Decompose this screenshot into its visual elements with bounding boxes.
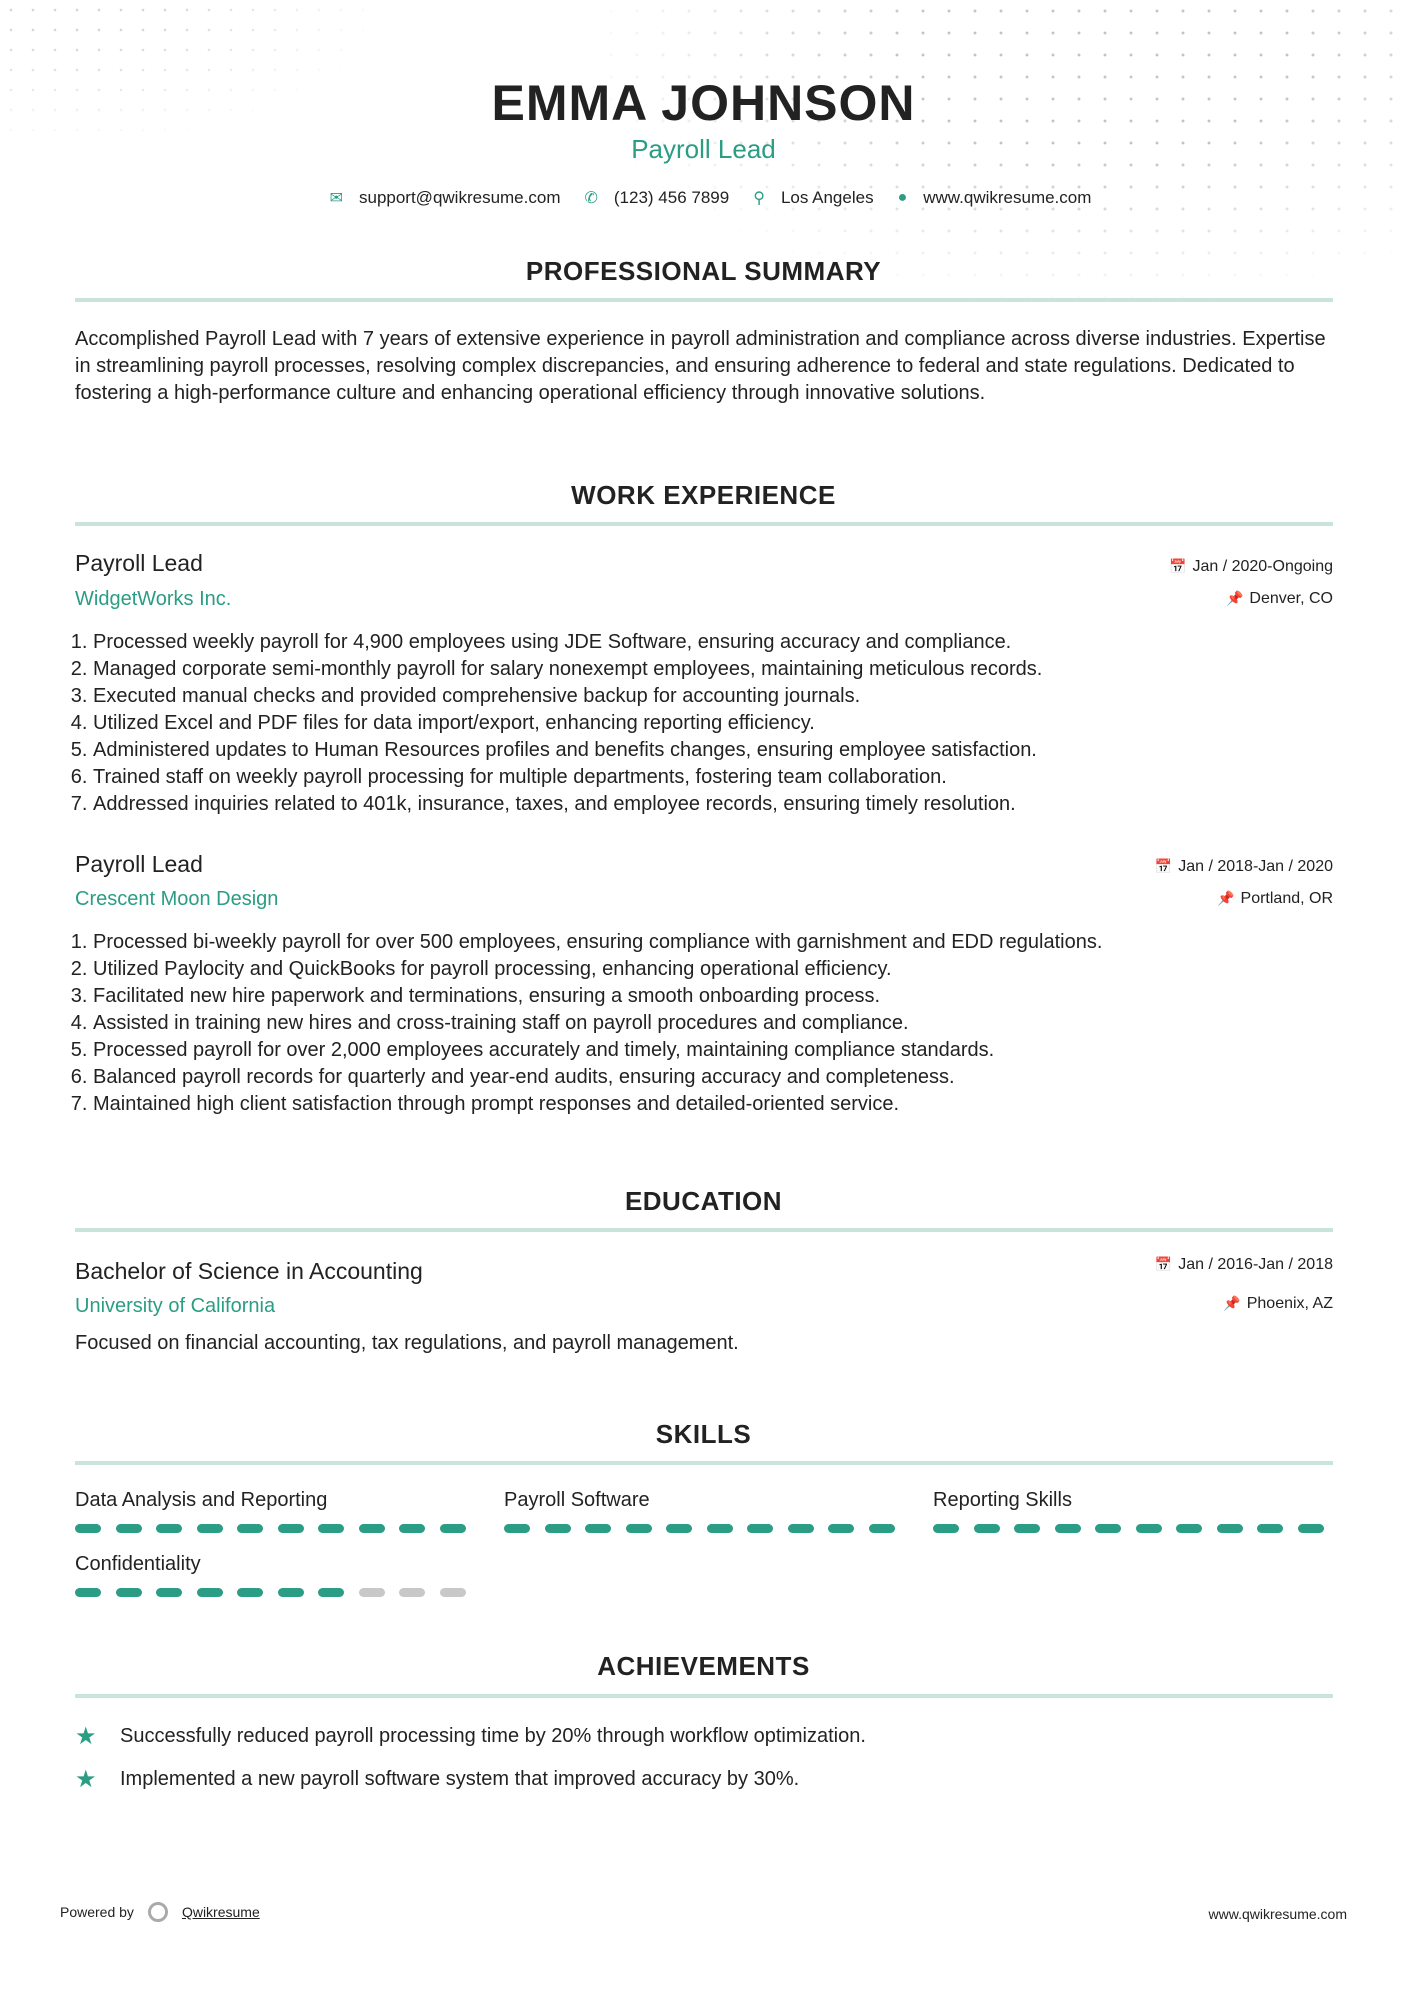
skill-item — [75, 1489, 475, 1533]
bullet: 2. Managed corporate semi-monthly payroll for salary nonexempt employees, maintaining meticulous records. — [93, 656, 1351, 683]
bullet: 3. Executed manual checks and provided comprehensive backup for accounting journals. — [93, 683, 1351, 710]
skill-dash-filled — [828, 1524, 854, 1533]
education-description: Focused on financial accounting, tax regulations, and payroll management. — [75, 1332, 739, 1354]
skill-name: Data Analysis and Reporting — [75, 1489, 328, 1511]
pin-icon: 📌 — [1223, 1295, 1241, 1311]
education-location — [1223, 1295, 1333, 1313]
achievement-text: Implemented a new payroll software system that improved accuracy by 30%. — [120, 1768, 800, 1790]
dates-text: Jan / 2016-Jan / 2018 — [1178, 1256, 1333, 1273]
globe-icon: ● — [897, 189, 908, 206]
skill-dash-filled — [197, 1588, 223, 1597]
achievement-item — [75, 1722, 866, 1751]
qwikresume-logo-icon — [148, 1902, 168, 1922]
skill-item — [75, 1553, 475, 1597]
skill-dash-filled — [1257, 1524, 1283, 1533]
calendar-icon: 📅 — [1154, 1256, 1173, 1272]
job-bullets — [75, 629, 1351, 818]
pin-icon: 📌 — [1217, 890, 1235, 906]
skill-dash-empty — [440, 1588, 466, 1597]
skill-dash-filled — [318, 1588, 344, 1597]
skill-dash-filled — [440, 1524, 466, 1533]
bullet: 4. Utilized Excel and PDF files for data import/export, enhancing reporting efficiency. — [93, 710, 1351, 737]
skill-dash-filled — [156, 1588, 182, 1597]
skill-dash-filled — [869, 1524, 895, 1533]
skill-dash-filled — [788, 1524, 814, 1533]
divider — [75, 298, 1333, 302]
footer-powered — [60, 1902, 260, 1922]
candidate-name: EMMA JOHNSON — [491, 75, 916, 131]
skill-item — [504, 1489, 904, 1533]
location-text: Phoenix, AZ — [1246, 1295, 1333, 1312]
skill-dash-filled — [278, 1588, 304, 1597]
dates-text: Jan / 2018-Jan / 2020 — [1178, 858, 1333, 875]
dates-text: Jan / 2020-Ongoing — [1192, 558, 1333, 575]
bullet: 5. Administered updates to Human Resources profiles and benefits changes, ensuring employee satisfaction. — [93, 737, 1351, 764]
skill-level-bar — [75, 1588, 475, 1597]
phone: (123) 456 7899 — [613, 188, 730, 207]
skill-dash-filled — [359, 1524, 385, 1533]
powered-by-label: Powered by — [60, 1904, 134, 1920]
phone-icon: ✆ — [584, 190, 598, 207]
degree: Bachelor of Science in Accounting — [75, 1258, 423, 1284]
skill-dash-filled — [1095, 1524, 1121, 1533]
summary-text: Accomplished Payroll Lead with 7 years of extensive experience in payroll administration and compliance across diverse industries. Expertise in streamlining payroll processes, resolving complex discrepancies, and ensuring adherence to federal and state regulations. Dedicated to fostering a high-performance culture and enhancing operational efficiency through innovative solutions. — [75, 328, 1326, 404]
skill-dash-filled — [1217, 1524, 1243, 1533]
section-heading-achievements: ACHIEVEMENTS — [597, 1651, 810, 1681]
skill-dash-filled — [1136, 1524, 1162, 1533]
skill-dash-filled — [197, 1524, 223, 1533]
skill-dash-filled — [75, 1524, 101, 1533]
skill-dash-filled — [545, 1524, 571, 1533]
bullet: 3. Facilitated new hire paperwork and terminations, ensuring a smooth onboarding process. — [93, 983, 1351, 1010]
job-title: Payroll Lead — [75, 851, 203, 877]
location-text: Denver, CO — [1249, 590, 1333, 607]
skill-name: Reporting Skills — [933, 1489, 1072, 1511]
section-heading-summary: PROFESSIONAL SUMMARY — [525, 256, 882, 286]
brand-link[interactable]: Qwikresume — [181, 1904, 260, 1920]
website[interactable]: www.qwikresume.com — [923, 188, 1092, 207]
section-heading-experience: WORK EXPERIENCE — [571, 480, 836, 510]
skill-dash-filled — [747, 1524, 773, 1533]
skill-dash-empty — [399, 1588, 425, 1597]
bullet: 4. Assisted in training new hires and cross-training staff on payroll procedures and compliance. — [93, 1010, 1351, 1037]
job-location — [1226, 590, 1333, 608]
divider — [75, 522, 1333, 526]
skill-dash-filled — [75, 1588, 101, 1597]
divider — [75, 1694, 1333, 1698]
achievement-text: Successfully reduced payroll processing time by 20% through workflow optimization. — [120, 1725, 866, 1747]
bullet: 6. Trained staff on weekly payroll processing for multiple departments, fostering team collaboration. — [93, 764, 1351, 791]
school: University of California — [75, 1295, 276, 1317]
star-icon: ★ — [75, 1766, 97, 1793]
skill-dash-filled — [974, 1524, 1000, 1533]
skill-dash-filled — [585, 1524, 611, 1533]
achievement-item — [75, 1765, 799, 1794]
skill-dash-filled — [156, 1524, 182, 1533]
bullet: 1. Processed weekly payroll for 4,900 employees using JDE Software, ensuring accuracy and compliance. — [93, 629, 1351, 656]
email[interactable]: support@qwikresume.com — [358, 188, 561, 207]
education-dates — [1155, 1256, 1333, 1274]
job-bullets — [75, 929, 1351, 1118]
star-icon: ★ — [75, 1723, 97, 1750]
location-icon: ⚲ — [753, 190, 765, 207]
skill-level-bar — [504, 1524, 904, 1533]
bullet: 6. Balanced payroll records for quarterly and year-end audits, ensuring accuracy and completeness. — [93, 1064, 1351, 1091]
skill-dash-filled — [116, 1524, 142, 1533]
skill-dash-filled — [1176, 1524, 1202, 1533]
job-dates — [1169, 558, 1333, 576]
skill-dash-filled — [933, 1524, 959, 1533]
job-title: Payroll Lead — [631, 134, 776, 164]
skill-dash-filled — [707, 1524, 733, 1533]
skill-level-bar — [75, 1524, 475, 1533]
bullet: 1. Processed bi-weekly payroll for over 500 employees, ensuring compliance with garnishment and EDD regulations. — [93, 929, 1351, 956]
bullet: 7. Maintained high client satisfaction through prompt responses and detailed-oriented service. — [93, 1091, 1351, 1118]
bullet: 2. Utilized Paylocity and QuickBooks for payroll processing, enhancing operational efficiency. — [93, 956, 1351, 983]
company-name: WidgetWorks Inc. — [75, 588, 232, 610]
skill-dash-empty — [359, 1588, 385, 1597]
skill-dash-filled — [666, 1524, 692, 1533]
job-title: Payroll Lead — [75, 550, 203, 576]
skill-dash-filled — [278, 1524, 304, 1533]
job-location — [1217, 890, 1333, 908]
location: Los Angeles — [780, 188, 874, 207]
skill-dash-filled — [1014, 1524, 1040, 1533]
bullet: 7. Addressed inquiries related to 401k, insurance, taxes, and employee records, ensuring timely resolution. — [93, 791, 1351, 818]
divider — [75, 1228, 1333, 1232]
job-dates — [1155, 858, 1333, 876]
location-text: Portland, OR — [1240, 890, 1333, 907]
skill-name: Payroll Software — [504, 1489, 650, 1511]
email-icon: ✉ — [329, 190, 343, 207]
footer-website[interactable]: www.qwikresume.com — [1208, 1906, 1347, 1922]
calendar-icon: 📅 — [1154, 858, 1173, 874]
calendar-icon: 📅 — [1169, 558, 1187, 574]
skill-dash-filled — [237, 1524, 263, 1533]
skill-dash-filled — [318, 1524, 344, 1533]
skill-item — [933, 1489, 1333, 1533]
skill-dash-filled — [116, 1588, 142, 1597]
contact-bar — [0, 188, 1407, 208]
skill-dash-filled — [237, 1588, 263, 1597]
skill-dash-filled — [399, 1524, 425, 1533]
skill-dash-filled — [1298, 1524, 1324, 1533]
divider — [75, 1461, 1333, 1465]
skill-dash-filled — [1055, 1524, 1081, 1533]
skill-dash-filled — [626, 1524, 652, 1533]
company-name: Crescent Moon Design — [75, 888, 279, 910]
section-heading-education: EDUCATION — [624, 1186, 783, 1216]
bullet: 5. Processed payroll for over 2,000 employees accurately and timely, maintaining compliance standards. — [93, 1037, 1351, 1064]
skill-level-bar — [933, 1524, 1333, 1533]
section-heading-skills: SKILLS — [655, 1419, 752, 1449]
skill-name: Confidentiality — [75, 1553, 201, 1575]
skill-dash-filled — [504, 1524, 530, 1533]
pin-icon: 📌 — [1225, 590, 1244, 606]
